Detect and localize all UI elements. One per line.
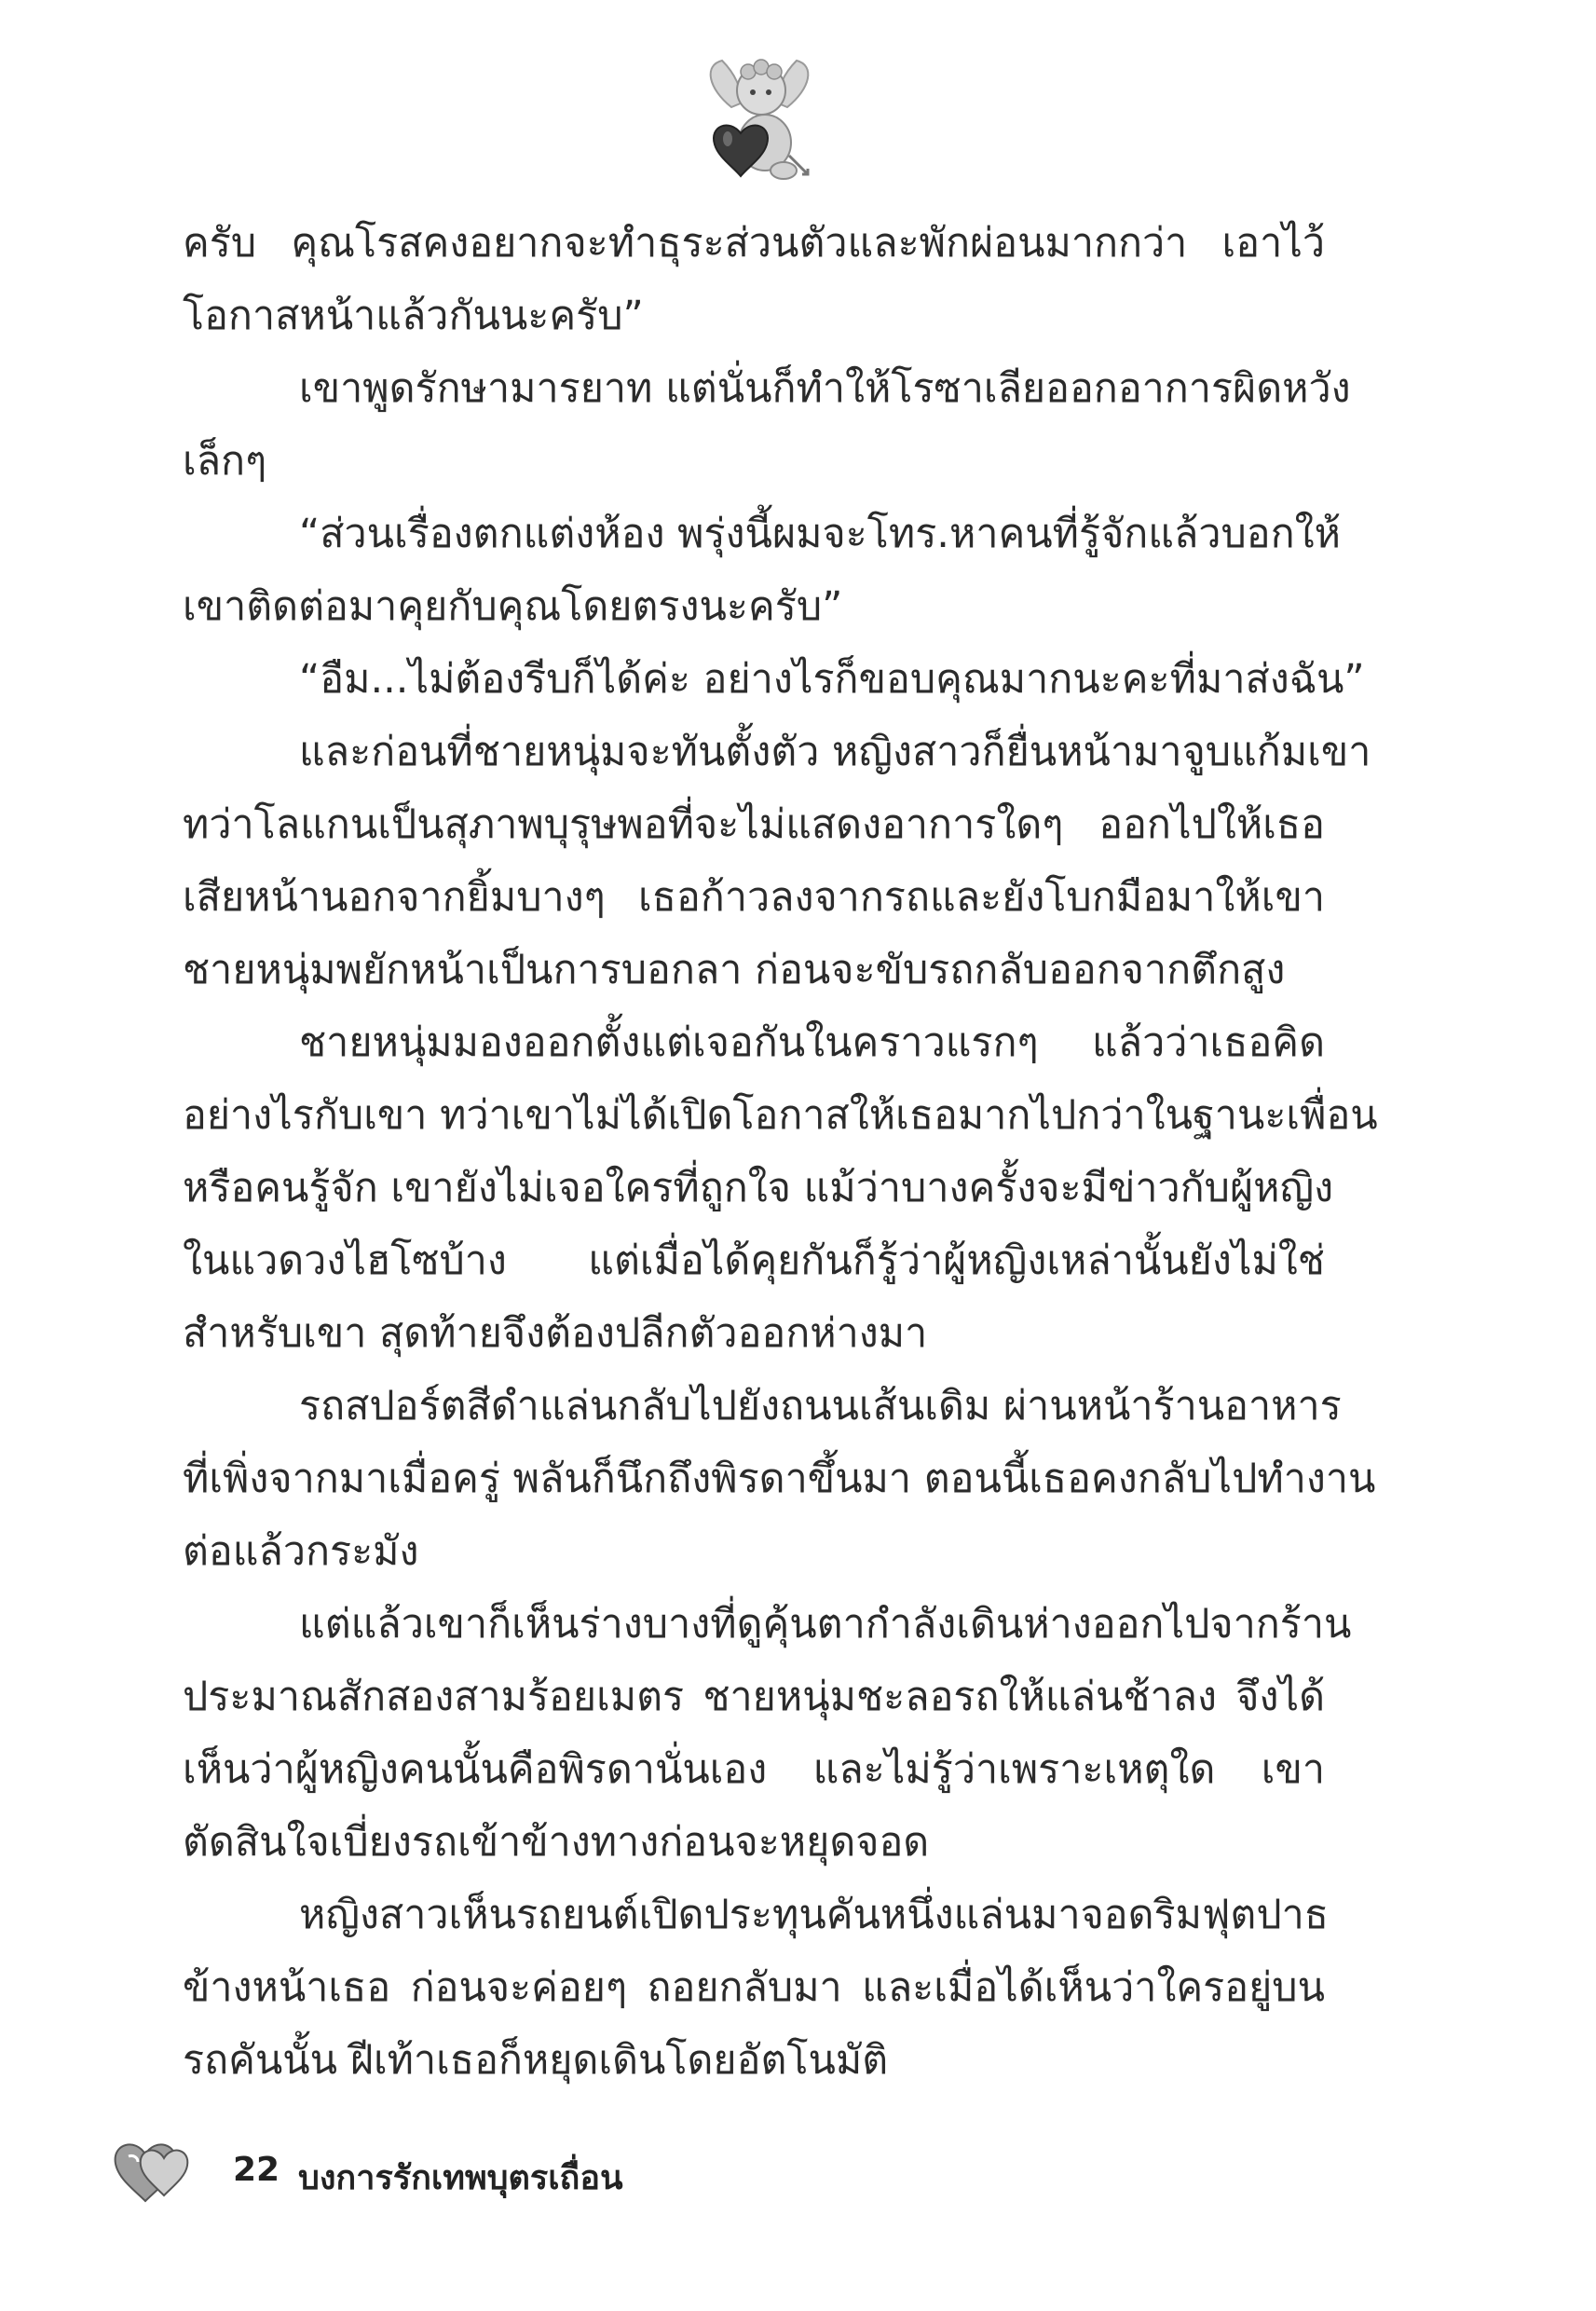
text-line: ครับ คุณโรสคงอยากจะทำธุระส่วนตัวและพักผ่อนมากกว่า เอาไว้ (183, 220, 1325, 267)
text-line: หญิงสาวเห็นรถยนต์เปิดประทุนคันหนึ่งแล่นมาจอดริมฟุตปาธ (299, 1892, 1330, 1938)
page-footer (112, 2134, 764, 2218)
text-line: ในแวดวงไฮโซบ้าง แต่เมื่อได้คุยกันก็รู้ว่าผู้หญิงเหล่านั้นยังไม่ใช่ (183, 1238, 1325, 1284)
text-line: ทว่าโลแกนเป็นสุภาพบุรุษพอที่จะไม่แสดงอาการใดๆ ออกไปให้เธอ (183, 801, 1325, 848)
text-line: ตัดสินใจเบี่ยงรถเข้าข้างทางก่อนจะหยุดจอด (183, 1819, 930, 1866)
text-line: เห็นว่าผู้หญิงคนนั้นคือพิรดานั่นเอง และไม่รู้ว่าเพราะเหตุใด เขา (183, 1746, 1325, 1793)
text-line: และก่อนที่ชายหนุ่มจะทันตั้งตัว หญิงสาวก็ยื่นหน้ามาจูบแก้มเขา (299, 729, 1371, 775)
text-line: หรือคนรู้จัก เขายังไม่เจอใครที่ถูกใจ แม้ว่าบางครั้งจะมีข่าวกับผู้หญิง (183, 1165, 1334, 1211)
text-line: เขาพูดรักษามารยาท แต่นั่นก็ทำให้โรซาเลียออกอาการผิดหวัง (299, 365, 1351, 412)
book-title: บงการรักเทพบุตรเถื่อน (298, 2159, 623, 2197)
text-line: ข้างหน้าเธอ ก่อนจะค่อยๆ ถอยกลับมา และเมื่อได้เห็นว่าใครอยู่บน (183, 1964, 1325, 2011)
text-line: ประมาณสักสองสามร้อยเมตร ชายหนุ่มชะลอรถให้แล่นช้าลง จึงได้ (183, 1674, 1325, 1720)
cupid-holding-heart-icon (703, 51, 815, 191)
text-line: สำหรับเขา สุดท้ายจึงต้องปลีกตัวออกห่างมา (183, 1310, 928, 1357)
text-line: ชายหนุ่มมองออกตั้งแต่เจอกันในคราวแรกๆ แล้วว่าเธอคิด (299, 1019, 1325, 1066)
text-line: แต่แล้วเขาก็เห็นร่างบางที่ดูคุ้นตากำลังเดินห่างออกไปจากร้าน (299, 1601, 1352, 1648)
body-text (183, 207, 1378, 2097)
text-line: เขาติดต่อมาคุยกับคุณโดยตรงนะครับ” (183, 583, 843, 630)
text-line: เล็กๆ (183, 438, 267, 485)
text-line: รถคันนั้น ฝีเท้าเธอก็หยุดเดินโดยอัตโนมัติ (183, 2037, 889, 2084)
text-line: อย่างไรกับเขา ทว่าเขาไม่ได้เปิดโอกาสให้เธอมากไปกว่าในฐานะเพื่อน (183, 1092, 1378, 1139)
text-line: รถสปอร์ตสีดำแล่นกลับไปยังถนนเส้นเดิม ผ่านหน้าร้านอาหาร (299, 1383, 1342, 1429)
text-line: ชายหนุ่มพยักหน้าเป็นการบอกลา ก่อนจะขับรถกลับออกจากตึกสูง (183, 947, 1286, 993)
text-line: เสียหน้านอกจากยิ้มบางๆ เธอก้าวลงจากรถและยังโบกมือมาให้เขา (183, 874, 1325, 921)
text-line: “อืม...ไม่ต้องรีบก็ได้ค่ะ อย่างไรก็ขอบคุณมากนะคะที่มาส่งฉัน” (299, 656, 1365, 703)
double-heart-icon (112, 2134, 196, 2208)
text-line: ที่เพิ่งจากมาเมื่อครู่ พลันก็นึกถึงพิรดาขึ้นมา ตอนนี้เธอคงกลับไปทำงาน (183, 1456, 1376, 1502)
text-line: โอกาสหน้าแล้วกันนะครับ” (183, 293, 644, 339)
page-number: 22 (233, 2151, 280, 2189)
text-line: “ส่วนเรื่องตกแต่งห้อง พรุ่งนี้ผมจะโทร.หาคนที่รู้จักแล้วบอกให้ (299, 511, 1341, 557)
text-line: ต่อแล้วกระมัง (183, 1528, 419, 1575)
